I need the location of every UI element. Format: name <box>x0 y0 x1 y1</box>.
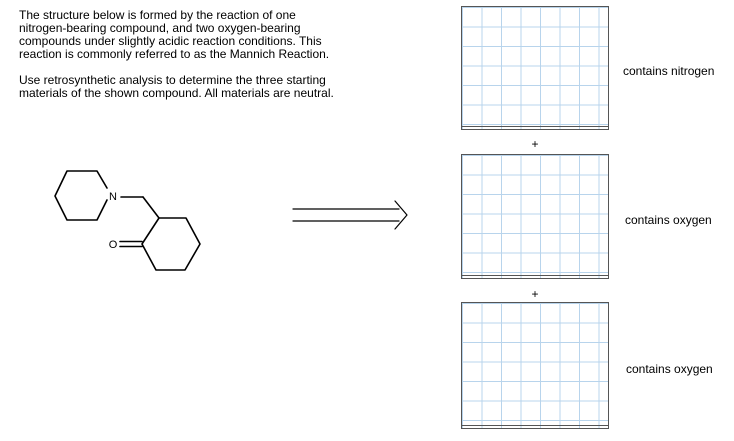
retrosynthesis-arrow-icon <box>290 197 412 237</box>
product-structure <box>40 155 220 285</box>
cyclohexanone-ring <box>142 218 200 270</box>
box-label-oxygen-2: contains oxygen <box>626 362 713 376</box>
oxygen-atom-label: O <box>108 239 118 251</box>
nitrogen-atom-label: N <box>109 191 117 203</box>
drawing-canvas-oxygen-2[interactable] <box>461 302 609 429</box>
question-text <box>19 9 419 113</box>
drawing-canvas-oxygen-1[interactable] <box>461 154 609 279</box>
plus-sign: + <box>531 137 539 151</box>
ch2-ring-bond <box>143 197 159 218</box>
plus-sign: + <box>531 287 539 301</box>
drawing-canvas-nitrogen[interactable] <box>461 6 609 130</box>
question-paragraph-2: Use retrosynthetic analysis to determine the three starting materials of the shown compound. All materials are neutral. <box>19 73 334 100</box>
question-paragraph-1: The structure below is formed by the reaction of one nitrogen-bearing compound, and two oxygen-bearing compounds under slightly acidic reaction conditions. This reaction is commonly referred to as the Mannich Reaction. <box>19 8 330 61</box>
piperidine-ring <box>55 171 107 220</box>
box-label-nitrogen: contains nitrogen <box>623 64 715 78</box>
box-label-oxygen-1: contains oxygen <box>625 213 712 227</box>
